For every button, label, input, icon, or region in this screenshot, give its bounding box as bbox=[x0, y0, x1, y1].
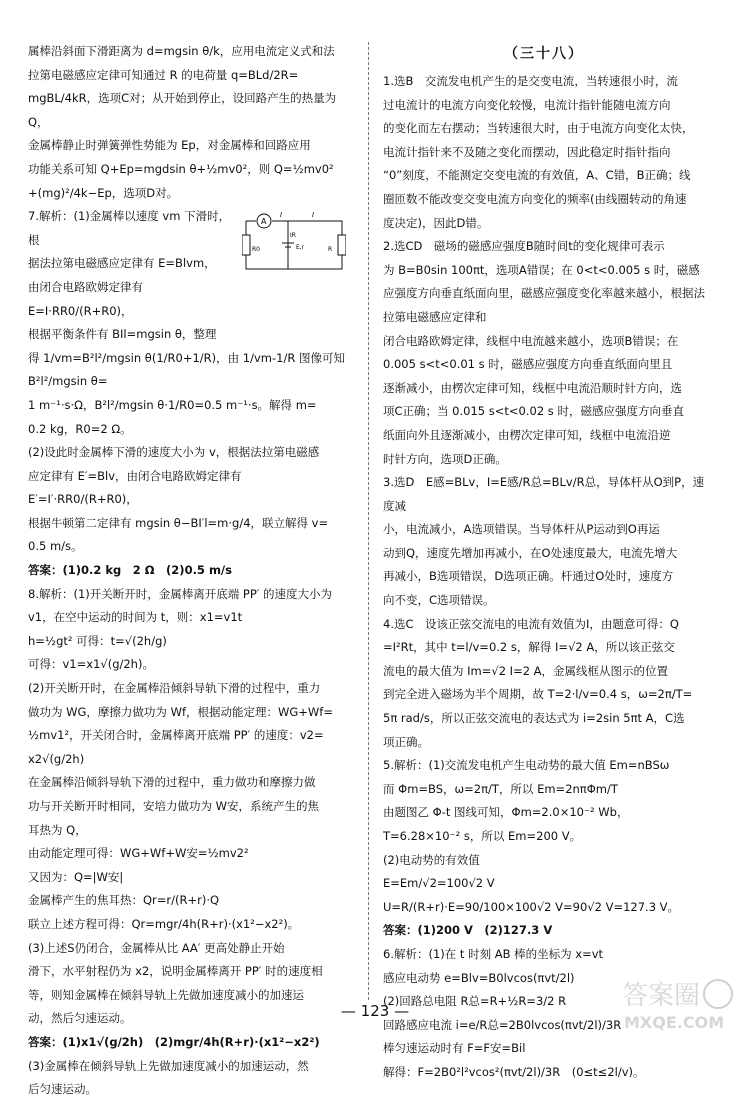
text-line: 向不变，C选项错误。 bbox=[383, 593, 495, 608]
text-line: 功与开关断开时相同，安培力做功为 W安，系统产生的焦 bbox=[28, 799, 320, 813]
text-line: 金属棒静止时弹簧弹性势能为 Ep，对金属棒和回路应用 bbox=[28, 138, 311, 153]
text-line: 1.选B 交流发电机产生的是交变电流，当转速很小时，流 bbox=[383, 74, 678, 88]
formula-line: x2√(g/2h) bbox=[28, 751, 85, 766]
formula-line: 由动能定理可得：WG+Wf+W安=½mv2² bbox=[28, 846, 249, 861]
text-line: 6.解析：(1)在 t 时刻 AB 棒的坐标为 x=vt bbox=[383, 946, 604, 961]
text-line: 5π rad/s，所以正弦交流电的表达式为 i=2sin 5πt A，C选 bbox=[383, 711, 685, 726]
text-line: 8.解析：(1)开关断开时，金属棒离开底端 PP′ 的速度大小为 bbox=[28, 586, 333, 601]
text-line: 7.解析：(1)金属棒以速度 vm 下滑时，根 bbox=[28, 209, 231, 247]
text-line: 滑下，水平射程仍为 x2，说明金属棒离开 PP′ 时的速度相 bbox=[28, 964, 323, 979]
text-line: =I²Rt，其中 t=l/v=0.2 s，解得 I=√2 A，所以该正弦交 bbox=[383, 640, 675, 655]
text-line: 到完全进入磁场为半个周期，故 T=2·l/v=0.4 s，ω=2π/T= bbox=[383, 687, 693, 702]
text-line: ½mv1²，开关闭合时，金属棒离开底端 PP′ 的速度：v2= bbox=[28, 728, 324, 743]
current-label: IR bbox=[290, 232, 296, 240]
formula-line: (2)回路总电阻 R总=R+½R=3/2 R bbox=[383, 994, 567, 1009]
text-line: 耳热为 Q， bbox=[28, 822, 87, 837]
current-label: I bbox=[312, 211, 315, 220]
text-line: 2.选CD 磁场的磁感应强度B随时间t的变化规律可表示 bbox=[383, 239, 665, 254]
text-line: 电流计指针来不及随之变化而摆动，因此稳定时指针指向 bbox=[383, 144, 671, 159]
text-line: 项正确。 bbox=[383, 734, 429, 749]
text-line: 的变化而左右摆动；当转速很大时，由于电流方向变化太快， bbox=[383, 121, 694, 136]
resistor-r0-label: R0 bbox=[252, 246, 260, 254]
page-number: — 123 — bbox=[340, 1002, 410, 1020]
text-line: mgBL/4kR，选项C对；从开始到停止，设回路产生的热量为Q， bbox=[28, 91, 337, 129]
formula-line: 可得：v1=x1√(g/2h)。 bbox=[28, 657, 154, 672]
text-line: 应定律有 E′=Blv，由闭合电路欧姆定律有 E′=I′·RR0/(R+R0)， bbox=[28, 468, 242, 507]
ammeter-label: A bbox=[261, 217, 267, 227]
text-line: (2)设此时金属棒下滑的速度大小为 v，根据法拉第电磁感 bbox=[28, 445, 320, 460]
formula-line: 感应电动势 e=Blv=B0lvcos(πvt/2l) bbox=[383, 970, 575, 985]
text-line: 属棒沿斜面下滑距离为 d=mgsin θ/k，应用电流定义式和法 bbox=[28, 44, 335, 58]
section-title: （三十八） bbox=[504, 46, 584, 62]
watermark-logo bbox=[618, 972, 736, 1034]
text-line: +(mg)²/4k−Ep，选项D对。 bbox=[28, 185, 179, 200]
answer-line: 答案：(1)x1√(g/2h) (2)mgr/4h(R+r)·(x1²−x2²) bbox=[28, 1034, 320, 1049]
formula-line: U=R/(R+r)·E=90/100×100√2 V=90√2 V=127.3 V。 bbox=[383, 899, 680, 914]
text-line: 由闭合电路欧姆定律有 E=I·RR0/(R+R0)， bbox=[28, 279, 143, 318]
resistor-r bbox=[338, 235, 346, 255]
formula-line: 而 Φm=BS，ω=2π/T，所以 Em=2nπΦm/T bbox=[383, 781, 618, 796]
text-line: 度决定)，因此D错。 bbox=[383, 215, 489, 230]
formula-line: 金属棒产生的焦耳热：Qr=r/(R+r)·Q bbox=[28, 893, 220, 908]
text-line: 闭合电路欧姆定律，线框中电流越来越小，选项B错误；在 bbox=[383, 333, 679, 348]
watermark-url: MXQE.COM bbox=[624, 1013, 725, 1032]
text-line: 得 1/vm=B²l²/mgsin θ(1/R0+1/R)，由 1/vm-1/R 图像可知 B²l²/mgsin θ= bbox=[28, 350, 345, 389]
text-line: 做功为 WG，摩擦力做功为 Wf，根据动能定理：WG+Wf= bbox=[28, 704, 333, 719]
answer-line: 答案：(1)0.2 kg 2 Ω (2)0.5 m/s bbox=[28, 563, 232, 578]
formula-line: 由题图乙 Φ-t 图线可知，Φm=2.0×10⁻² Wb， bbox=[383, 805, 629, 820]
text-line: “0”刻度，不能测定交变电流的有效值，A、C错，B正确；线 bbox=[383, 168, 691, 183]
text-line: v1，在空中运动的时间为 t，则：x1=v1t bbox=[28, 610, 243, 625]
text-line: (3)上述S仍闭合，金属棒从比 AA′ 更高处静止开始 bbox=[28, 940, 285, 955]
text-line: 过电流计的电流方向变化较慢，电流计指针能随电流方向 bbox=[383, 97, 671, 112]
text-line: 动，然后匀速运动。 bbox=[28, 1011, 132, 1026]
text-line: 再减小，B选项错误，D选项正确。杆通过O处时，速度方 bbox=[383, 569, 674, 584]
text-line: 小，电流减小，A选项错误。当导体杆从P运动到O再运 bbox=[383, 522, 660, 537]
text-line: (2)开关断开时，在金属棒沿倾斜导轨下滑的过程中，重力 bbox=[28, 681, 321, 696]
watermark-text: 答案圈 bbox=[622, 981, 701, 1011]
text-line: 流电的最大值为 Im=√2 I=2 A，金属线框从图示的位置 bbox=[383, 663, 669, 678]
resistor-r-label: R bbox=[328, 246, 333, 254]
right-column bbox=[383, 40, 705, 1085]
text-line: 根据牛顿第二定律有 mgsin θ−BI′l=m·g/4，联立解得 v= bbox=[28, 515, 329, 530]
text-line: 4.选C 设该正弦交流电的电流有效值为I，由题意可得：Q bbox=[383, 616, 679, 631]
circuit-wire bbox=[246, 221, 342, 269]
emf-label: E,r bbox=[296, 244, 305, 252]
text-line: 根据平衡条件有 BIl=mgsin θ，整理 bbox=[28, 327, 217, 342]
left-column bbox=[28, 40, 346, 1102]
text-line: 等，则知金属棒在倾斜导轨上先做加速度减小的加速运 bbox=[28, 987, 304, 1002]
column-divider bbox=[368, 42, 369, 1000]
text-line: 为 B=B0sin 100πt，选项A错误；在 0<t<0.005 s 时，磁感 bbox=[383, 262, 700, 277]
resistor-r0 bbox=[242, 235, 250, 255]
text-line: 0.5 m/s。 bbox=[28, 539, 83, 554]
text-line: 0.2 kg，R0=2 Ω。 bbox=[28, 421, 132, 436]
text-line: 时针方向，选项D正确。 bbox=[383, 451, 507, 466]
formula-line: 解得：F=2B0²l²vcos²(πvt/2l)/3R (0≤t≤2l/v)。 bbox=[383, 1064, 645, 1079]
text-line: 逐渐减小，由楞次定律可知，线框中电流沿顺时针方向，选 bbox=[383, 380, 682, 395]
text-line: (2)电动势的有效值 bbox=[383, 852, 480, 867]
formula-line: 又因为：Q=|W安| bbox=[28, 869, 124, 884]
formula-line: h=½gt² 可得：t=√(2h/g) bbox=[28, 633, 167, 648]
text-line: 0.005 s<t<0.01 s 时，磁感应强度方向垂直纸面向里且 bbox=[383, 357, 673, 372]
formula-line: 棒匀速运动时有 F=F安=Bil bbox=[383, 1041, 526, 1056]
text-line: 在金属棒沿倾斜导轨下滑的过程中，重力做功和摩擦力做 bbox=[28, 775, 316, 790]
formula-line: 回路感应电流 i=e/R总=2B0lvcos(πvt/2l)/3R bbox=[383, 1017, 622, 1032]
text-line: 1 m⁻¹·s·Ω，B²l²/mgsin θ·1/R0=0.5 m⁻¹·s。解得 m= bbox=[28, 397, 317, 412]
text-line: 据法拉第电磁感应定律有 E=Blvm， bbox=[28, 256, 216, 271]
current-label: I bbox=[280, 211, 283, 220]
text-line: 应强度方向垂直纸面向里，磁感应强度变化率越来越小，根据法拉第电磁感应定律和 bbox=[383, 286, 705, 324]
text-line: 3.选D E感=BLv，I=E感/R总=BLv/R总，导体杆从O到P，速度减 bbox=[383, 475, 705, 513]
text-line: 项C正确；当 0.015 s<t<0.02 s 时，磁感应强度方向垂直 bbox=[383, 404, 684, 419]
text-line: 动到Q，速度先增加再减小，在O处速度最大，电流先增大 bbox=[383, 545, 678, 560]
text-line: 后匀速运动。 bbox=[28, 1082, 97, 1097]
circuit-diagram bbox=[242, 207, 346, 277]
text-line: 拉第电磁感应定律可知通过 R 的电荷量 q=BLd/2R= bbox=[28, 67, 299, 82]
watermark-circle bbox=[704, 980, 732, 1008]
formula-line: E=Em/√2=100√2 V bbox=[383, 876, 495, 891]
text-line: (3)金属棒在倾斜导轨上先做加速度减小的加速运动，然 bbox=[28, 1058, 309, 1073]
formula-line: T=6.28×10⁻² s，所以 Em=200 V。 bbox=[383, 829, 582, 843]
text-line: 功能关系可知 Q+Ep=mgdsin θ+½mv0²，则 Q=½mv0² bbox=[28, 161, 334, 176]
answer-line: 答案：(1)200 V (2)127.3 V bbox=[383, 923, 553, 938]
text-line: 5.解析：(1)交流发电机产生电动势的最大值 Em=nBSω bbox=[383, 758, 670, 773]
text-line: 纸面向外且逐渐减小，由楞次定律可知，线框中电流沿逆 bbox=[383, 427, 671, 442]
text-line: 圈匝数不能改变交变电流方向变化的频率(由线圈转动的角速 bbox=[383, 191, 687, 206]
formula-line: 联立上述方程可得：Qr=mgr/4h(R+r)·(x1²−x2²)。 bbox=[28, 916, 300, 931]
